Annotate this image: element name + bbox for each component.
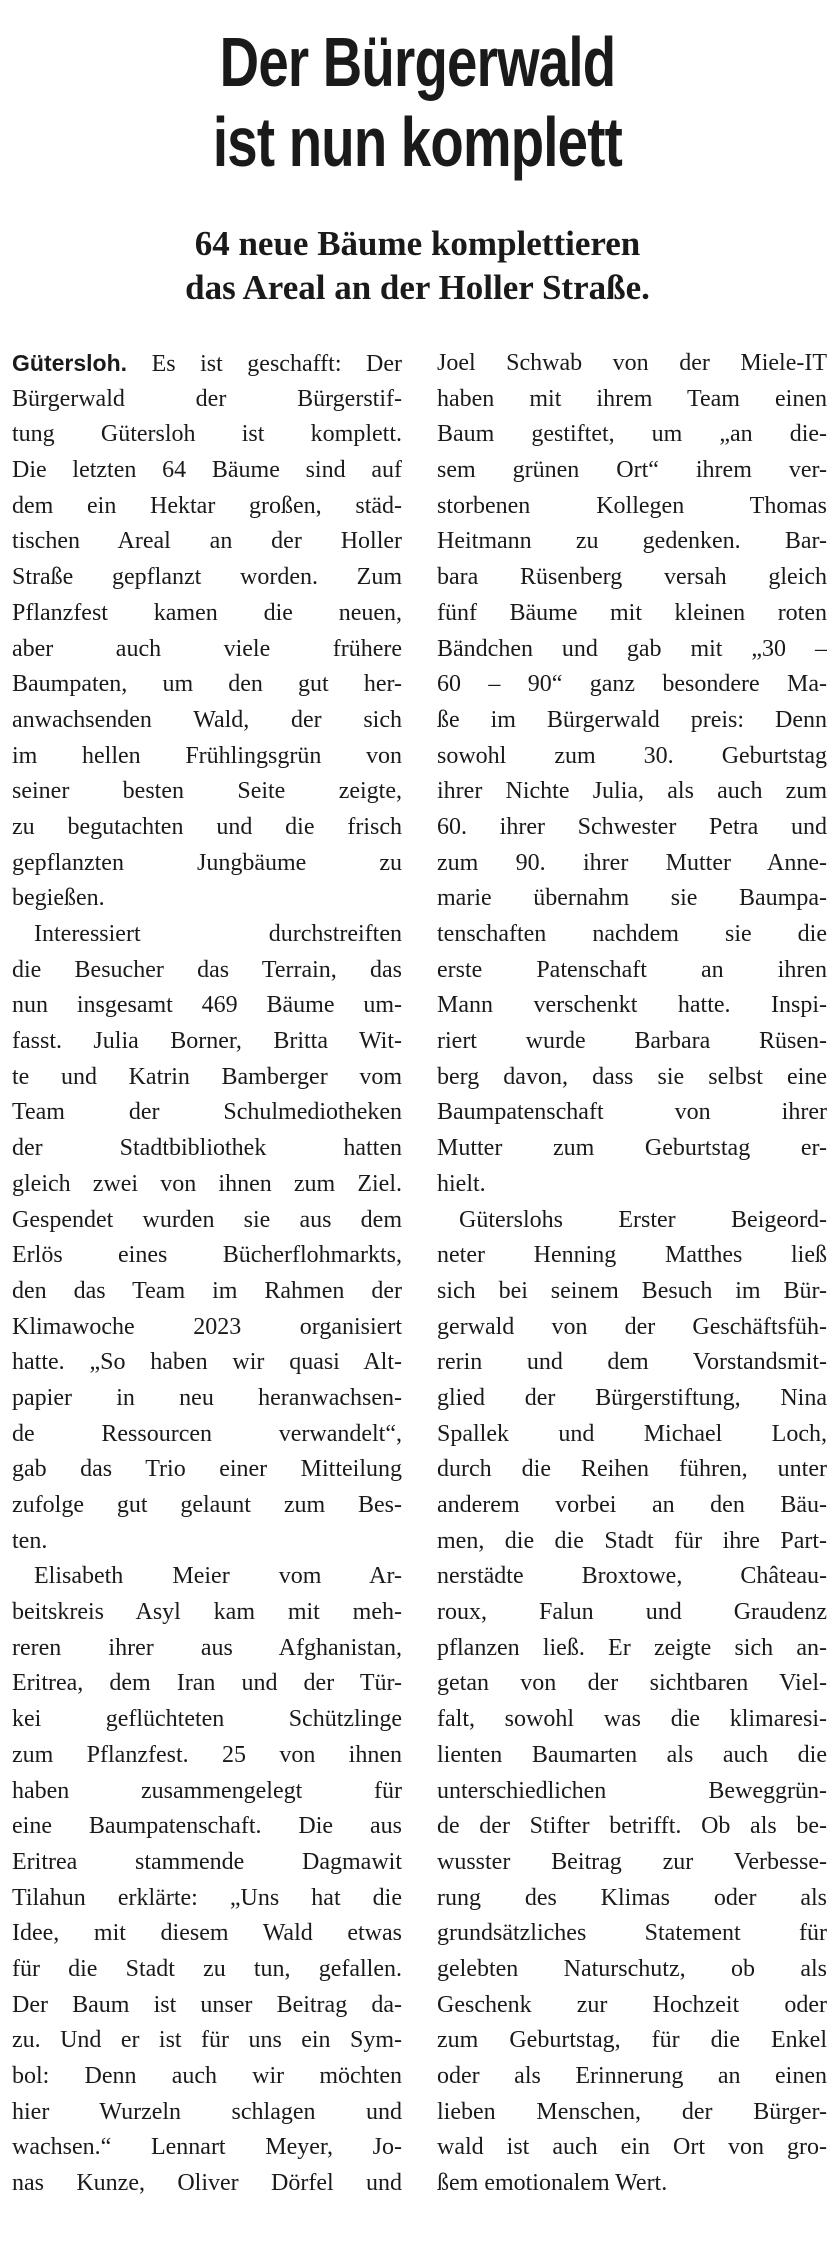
article-line [12,1952,402,1988]
article-line-text: riert wurde Barbara Rüsen- [437,1028,827,1055]
article-line-text: Die letzten 64 Bäume sind auf [12,457,402,484]
article-line [12,1381,402,1417]
article-line [12,1881,402,1917]
article-line-text: Baum gestiftet, um „an die- [437,421,827,448]
article-line-text: aber auch viele frühere [12,635,402,662]
article-line [12,774,402,810]
article-line-text: tung Gütersloh ist komplett. [12,421,402,448]
article-line-text: nas Kunze, Oliver Dörfel und [12,2170,402,2197]
article-line [437,1881,827,1917]
article-line-text: durch die Reihen führen, unter [437,1456,827,1483]
article-line-text: Joel Schwab von der Miele-IT [437,350,827,376]
article-line [437,1666,827,1702]
article-line-text: 60. ihrer Schwester Petra und [437,813,827,840]
article-line-text: ße im Bürgerwald preis: Denn [437,706,827,733]
article-line [12,1131,402,1167]
article-line [437,489,827,525]
article-line [437,2130,827,2166]
article-line [437,1203,827,1239]
article-line-text: nun insgesamt 469 Bäume um- [12,992,402,1019]
article-column-left [12,346,402,2202]
article-line-text: papier in neu heranwachsen- [12,1384,402,1411]
article-line [12,953,402,989]
article-line-text: rung des Klimas oder als [437,1884,827,1911]
article-line [437,1417,827,1453]
article-line [12,739,402,775]
article-line-text: seiner besten Seite zeigte, [12,778,402,805]
article-line-text: rerin und dem Vorstandsmit- [437,1349,827,1376]
article-line [12,1845,402,1881]
article-line [12,1916,402,1952]
article-line [437,1345,827,1381]
article-line-text: Heitmann zu gedenken. Bar- [437,528,827,555]
article-line-text: Mutter zum Geburtstag er- [437,1135,827,1162]
article-line [12,1417,402,1453]
article-line [12,1738,402,1774]
article-line [12,1488,402,1524]
article-line [12,1595,402,1631]
article-line-text: hielt. [437,1170,486,1197]
article-line [437,1452,827,1488]
article-line [437,382,827,418]
article-line [437,1310,827,1346]
article-line-text: Spallek und Michael Loch, [437,1420,827,1447]
article-line-text: gelebten Naturschutz, ob als [437,1955,827,1982]
article-line-text: haben mit ihrem Team einen [437,385,827,412]
article-line-text: lieben Menschen, der Bürger- [437,2098,827,2125]
article-line-text: Eritrea stammende Dagmawit [12,1848,402,1875]
article-line [437,846,827,882]
article-line [437,881,827,917]
article-line [437,1381,827,1417]
article-line [437,2059,827,2095]
article-line [12,524,402,560]
article-line-text: Bürgerwald der Bürgerstif- [12,385,402,412]
article-line-text: die Besucher das Terrain, das [12,956,402,983]
article-line [12,1452,402,1488]
article-line [12,988,402,1024]
article-line-text: te und Katrin Bamberger vom [12,1063,402,1090]
article-line [12,1060,402,1096]
article-line [437,1488,827,1524]
article-line [437,632,827,668]
article-line [12,1631,402,1667]
article-line [12,2095,402,2131]
article-line-text: pflanzen ließ. Er zeigte sich an- [437,1634,827,1661]
article-line [12,1024,402,1060]
article-line-text: im hellen Frühlingsgrün von [12,742,402,769]
article-line-text: hatte. „So haben wir quasi Alt- [12,1349,402,1376]
article-line-text: bara Rüsenberg versah gleich [437,564,827,591]
article-line [437,1988,827,2024]
article-line-text: Klimawoche 2023 organisiert [12,1313,402,1340]
article-line [12,346,402,382]
article-line-text: hier Wurzeln schlagen und [12,2098,402,2125]
article-line-text: ßem emotionalem Wert. [437,2170,668,2197]
article-line-text: glied der Bürgerstiftung, Nina [437,1384,827,1411]
article-line-text: lienten Baumarten als auch die [437,1741,827,1768]
article-line [12,1203,402,1239]
article-line [437,774,827,810]
article-line-text: berg davon, dass sie selbst eine [437,1063,827,1090]
article-line [437,739,827,775]
article-line-text: den das Team im Rahmen der [12,1277,402,1304]
article-line [437,1595,827,1631]
article-line [437,1809,827,1845]
article-line [12,667,402,703]
article-line-text: beitskreis Asyl kam mit meh- [12,1599,402,1626]
headline [92,22,743,182]
article-line [437,1845,827,1881]
article-line-text: Interessiert durchstreiften [34,921,402,947]
article-line [437,1131,827,1167]
article-line-text: zu begutachten und die frisch [12,813,402,840]
article-line [12,1238,402,1274]
article-line-text: unterschiedlichen Beweggrün- [437,1777,827,1804]
article-line [12,1809,402,1845]
article-line [437,560,827,596]
article-line-text: 60 – 90“ ganz besondere Ma- [437,671,827,698]
article-line [12,417,402,453]
article-line [12,1524,402,1560]
article-line [437,1952,827,1988]
article-line [437,1631,827,1667]
article-line [12,703,402,739]
article-line-text: anwachsenden Wald, der sich [12,706,402,733]
article-line [12,1774,402,1810]
article-line [437,667,827,703]
article-line [437,953,827,989]
article-line [437,1524,827,1560]
article-line-text: zum Pflanzfest. 25 von ihnen [12,1741,402,1768]
article-line [12,2130,402,2166]
article-line [12,560,402,596]
article-line-text: Mann verschenkt hatte. Inspi- [437,992,827,1019]
article-line-text: kei geflüchteten Schützlinge [12,1706,402,1733]
article-line [437,1024,827,1060]
article-line-text: zum Geburtstag, für die Enkel [437,2027,827,2054]
article-line [437,2166,827,2202]
article-line-text: sich bei seinem Besuch im Bür- [437,1277,827,1304]
article-line-text: fasst. Julia Borner, Britta Wit- [12,1028,402,1055]
article-line-text: wachsen.“ Lennart Meyer, Jo- [12,2134,402,2161]
article-line [12,1345,402,1381]
article-line-text: dem ein Hektar großen, städ- [12,492,402,519]
article-line-text: erste Patenschaft an ihren [437,956,827,983]
article-line-text: zu. Und er ist für uns ein Sym- [12,2027,402,2054]
article-line-text: Erlös eines Bücherflohmarkts, [12,1242,402,1269]
article-line-text: bol: Denn auch wir möchten [12,2063,402,2089]
article-line-text: neter Henning Matthes ließ [437,1242,827,1269]
article-line-text: falt, sowohl was die klimaresi- [437,1706,827,1733]
article-line [12,596,402,632]
article-line-text: Baumpatenschaft von ihrer [437,1099,827,1126]
article-line-text: gerwald von der Geschäftsfüh- [437,1313,827,1340]
article-line-text: begießen. [12,885,105,912]
article-line [437,1274,827,1310]
article-line-text: de der Stifter betrifft. Ob als be- [437,1813,827,1840]
article-line [12,489,402,525]
article-line-text: tenschaften nachdem sie die [437,921,827,947]
article-line-text: ihrer Nichte Julia, als auch zum [437,778,827,805]
article-line [437,703,827,739]
article-line [437,917,827,953]
article-line [437,1738,827,1774]
article-line [12,1274,402,1310]
article-line [437,2095,827,2131]
article-line [437,1060,827,1096]
article-line-text: tischen Areal an der Holler [12,528,402,555]
article-line-text: gepflanzten Jungbäume zu [12,849,402,876]
article-line-text: der Stadtbibliothek hatten [12,1135,402,1162]
article-line-text: men, die die Stadt für ihre Part- [437,1527,827,1554]
subheadline [0,222,835,310]
article-line-text: Baumpaten, um den gut her- [12,671,402,698]
article-line-text: Geschenk zur Hochzeit oder [437,1991,827,2018]
article-line-text: Der Baum ist unser Beitrag da- [12,1991,402,2018]
article-line [437,417,827,453]
article-line-text: gleich zwei von ihnen zum Ziel. [12,1170,402,1197]
subheadline-line-2: das Areal an der Holler Straße. [185,268,650,307]
article-line-text: Team der Schulmediotheken [12,1099,402,1126]
article-line-text: getan von der sichtbaren Viel- [437,1670,827,1697]
article-line [437,2023,827,2059]
article-line-text: reren ihrer aus Afghanistan, [12,1634,402,1661]
article-line-text: anderem vorbei an den Bäu- [437,1492,827,1518]
article-line [12,2023,402,2059]
article-line [12,1559,402,1595]
article-line [12,1095,402,1131]
article-line [437,1702,827,1738]
article-line [12,2166,402,2202]
subheadline-line-1: 64 neue Bäume komplettieren [194,224,641,263]
article-line-text: wusster Beitrag zur Verbesse- [437,1848,827,1875]
dateline: Gütersloh. [12,350,128,376]
article-line-text: eine Baumpatenschaft. Die aus [12,1813,402,1840]
article-line-text: haben zusammengelegt für [12,1777,402,1804]
article-line-text: sem grünen Ort“ ihrem ver- [437,457,827,484]
article-line-text: Gespendet wurden sie aus dem [12,1206,402,1233]
article-line-text: Pflanzfest kamen die neuen, [12,599,402,626]
article-line-text: oder als Erinnerung an einen [437,2063,827,2089]
article-line [437,1774,827,1810]
article-line-text: Güterslohs Erster Beigeord- [459,1206,827,1233]
article-line-text: storbenen Kollegen Thomas [437,492,827,519]
article-line-text: wald ist auch ein Ort von gro- [437,2134,827,2161]
article-line [437,988,827,1024]
headline-line-2: ist nun komplett [212,103,623,181]
article-line [437,346,827,382]
article-line-text: roux, Falun und Graudenz [437,1599,827,1626]
article-line [437,1559,827,1595]
article-line [437,810,827,846]
article-line-text: gab das Trio einer Mitteilung [12,1456,402,1483]
article-line [12,846,402,882]
article-line [437,596,827,632]
article-line-text: Eritrea, dem Iran und der Tür- [12,1670,402,1697]
article-line-text: Es ist geschafft: Der [151,351,402,377]
article-line [12,632,402,668]
article-line [12,881,402,917]
article-line [437,453,827,489]
article-line [12,453,402,489]
article-line [437,1916,827,1952]
article-column-right [437,346,827,2202]
article-line [437,524,827,560]
article-line [12,1988,402,2024]
article-line-text: nerstädte Broxtowe, Château- [437,1563,827,1590]
article-line-text: Straße gepflanzt worden. Zum [12,564,402,591]
article-line-text: Idee, mit diesem Wald etwas [12,1920,402,1947]
article-line-text: grundsätzliches Statement für [437,1920,827,1947]
article-line [12,1702,402,1738]
article-line [12,1310,402,1346]
article-line [12,917,402,953]
article-line-text: marie übernahm sie Baumpa- [437,885,827,912]
article-line-text: für die Stadt zu tun, gefallen. [12,1955,402,1982]
article-line-text: zufolge gut gelaunt zum Bes- [12,1492,402,1518]
article-line [12,1666,402,1702]
article-line [12,1167,402,1203]
article-line [12,382,402,418]
article-line-text: zum 90. ihrer Mutter Anne- [437,849,827,876]
article-line-text: de Ressourcen verwandelt“, [12,1420,402,1447]
article-line [12,810,402,846]
article-line [12,2059,402,2095]
article-line-text: fünf Bäume mit kleinen roten [437,599,827,626]
article-line-text: Bändchen und gab mit „30 – [437,635,827,662]
article-line [437,1238,827,1274]
article-line-text: sowohl zum 30. Geburtstag [437,742,827,769]
article-line-text: ten. [12,1527,48,1554]
article-line-text: Tilahun erklärte: „Uns hat die [12,1884,402,1911]
article-line [437,1095,827,1131]
article-line-text: Elisabeth Meier vom Ar- [34,1563,402,1590]
article-line [437,1167,827,1203]
headline-line-1: Der Bürgerwald [219,23,616,101]
